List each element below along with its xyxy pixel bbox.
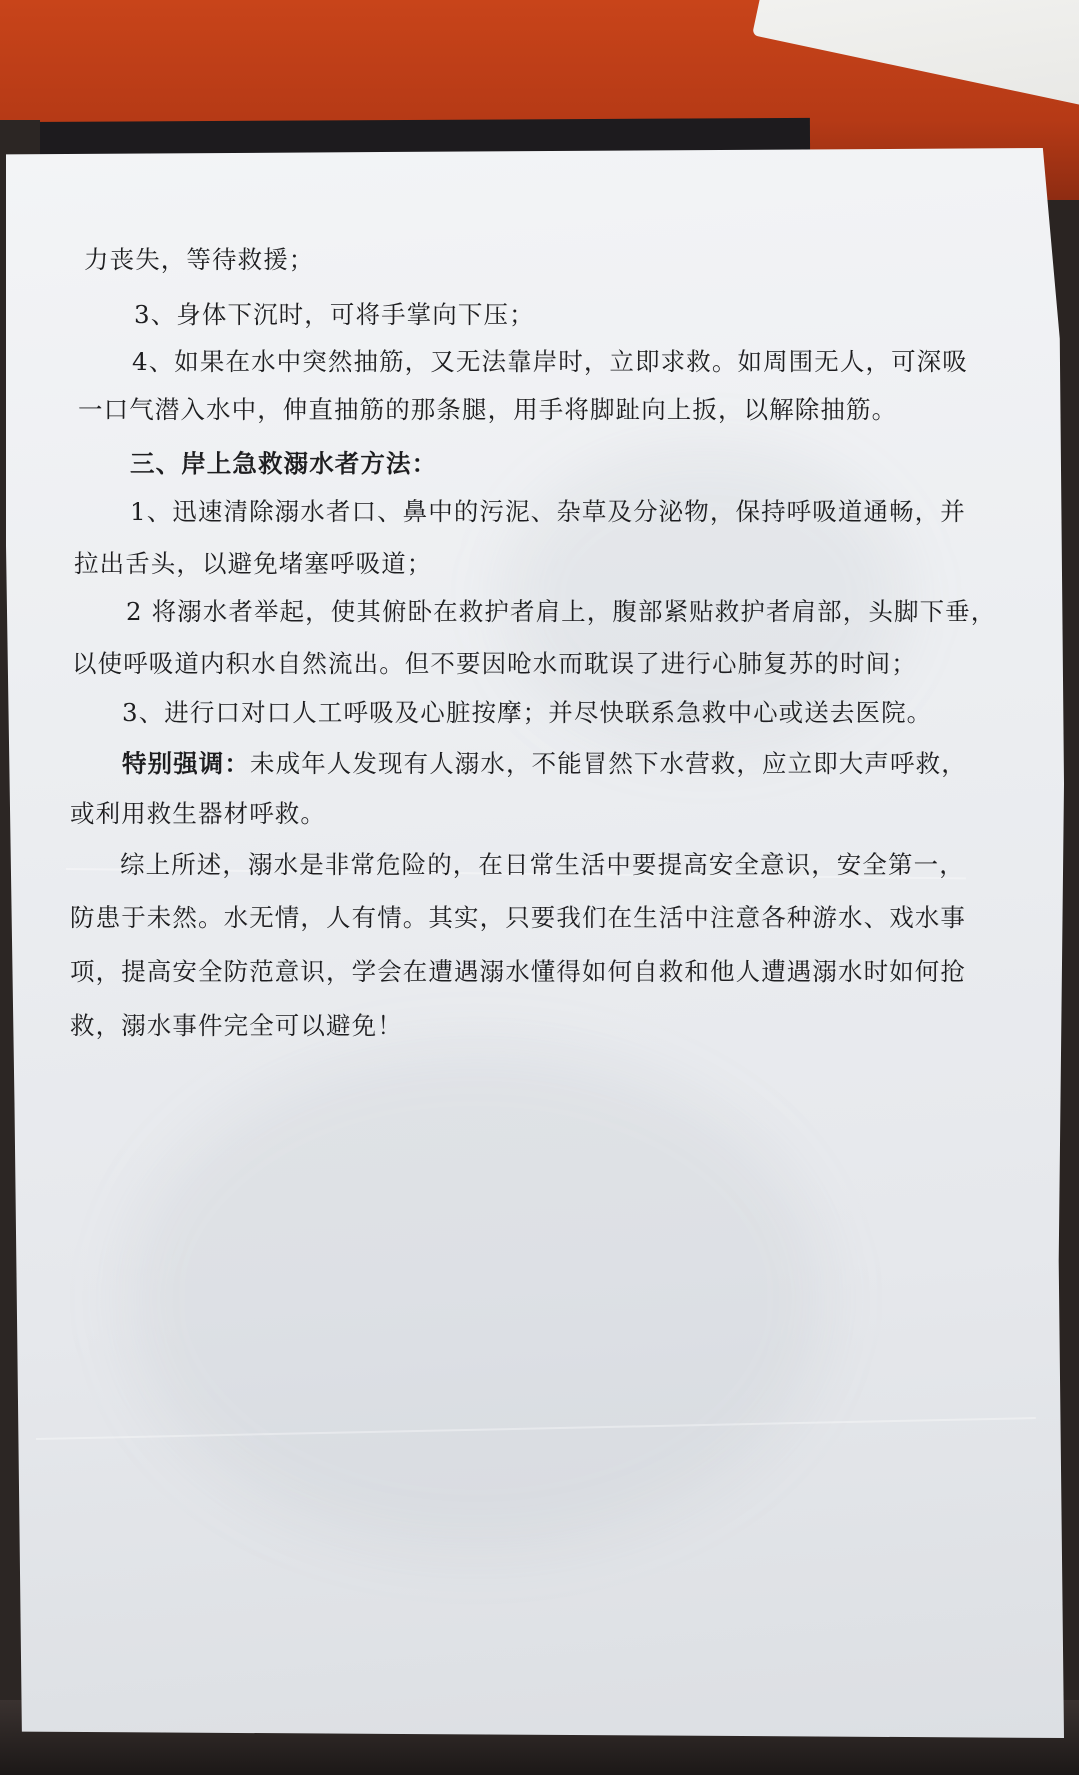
text-line: 拉出舌头，以避免堵塞呼吸道；	[74, 549, 433, 578]
text-line: 防患于未然。水无情，人有情。其实，只要我们在生活中注意各种游水、戏水事	[70, 903, 966, 932]
text-line: 3、进行口对口人工呼吸及心脏按摩；并尽快联系急救中心或送去医院。	[122, 698, 933, 727]
paper-sheet	[6, 148, 1064, 1738]
text-line: 一口气潜入水中，伸直抽筋的那条腿，用手将脚趾向上扳，以解除抽筋。	[78, 395, 898, 424]
emphasis-label: 特别强调：	[122, 749, 250, 778]
text-line: 2 将溺水者举起，使其俯卧在救护者肩上，腹部紧贴救护者肩部，头脚下垂，	[126, 597, 997, 626]
text-line: 4、如果在水中突然抽筋，又无法靠岸时，立即求救。如周围无人，可深吸	[132, 347, 968, 376]
text-line: 以使呼吸道内积水自然流出。但不要因呛水而耽误了进行心肺复苏的时间；	[72, 649, 917, 678]
text-line: 3、身体下沉时，可将手掌向下压；	[134, 300, 535, 329]
paper-wrinkle-shade	[126, 1048, 826, 1548]
text-line: 综上所述，溺水是非常危险的，在日常生活中要提高安全意识，安全第一，	[120, 850, 965, 879]
section-heading: 三、岸上急救溺水者方法：	[130, 449, 438, 478]
text-line: 项，提高安全防范意识，学会在遭遇溺水懂得如何自救和他人遭遇溺水时如何抢	[70, 957, 966, 986]
text-line: 救，溺水事件完全可以避免！	[70, 1011, 403, 1040]
text-line: 或利用救生器材呼救。	[70, 799, 326, 828]
text-line	[122, 749, 967, 779]
text-line: 力丧失，等待救援；	[84, 245, 315, 274]
emphasis-text: 未成年人发现有人溺水，不能冒然下水营救，应立即大声呼救，	[250, 749, 967, 778]
text-line: 1、迅速清除溺水者口、鼻中的污泥、杂草及分泌物，保持呼吸道通畅，并	[130, 497, 966, 526]
